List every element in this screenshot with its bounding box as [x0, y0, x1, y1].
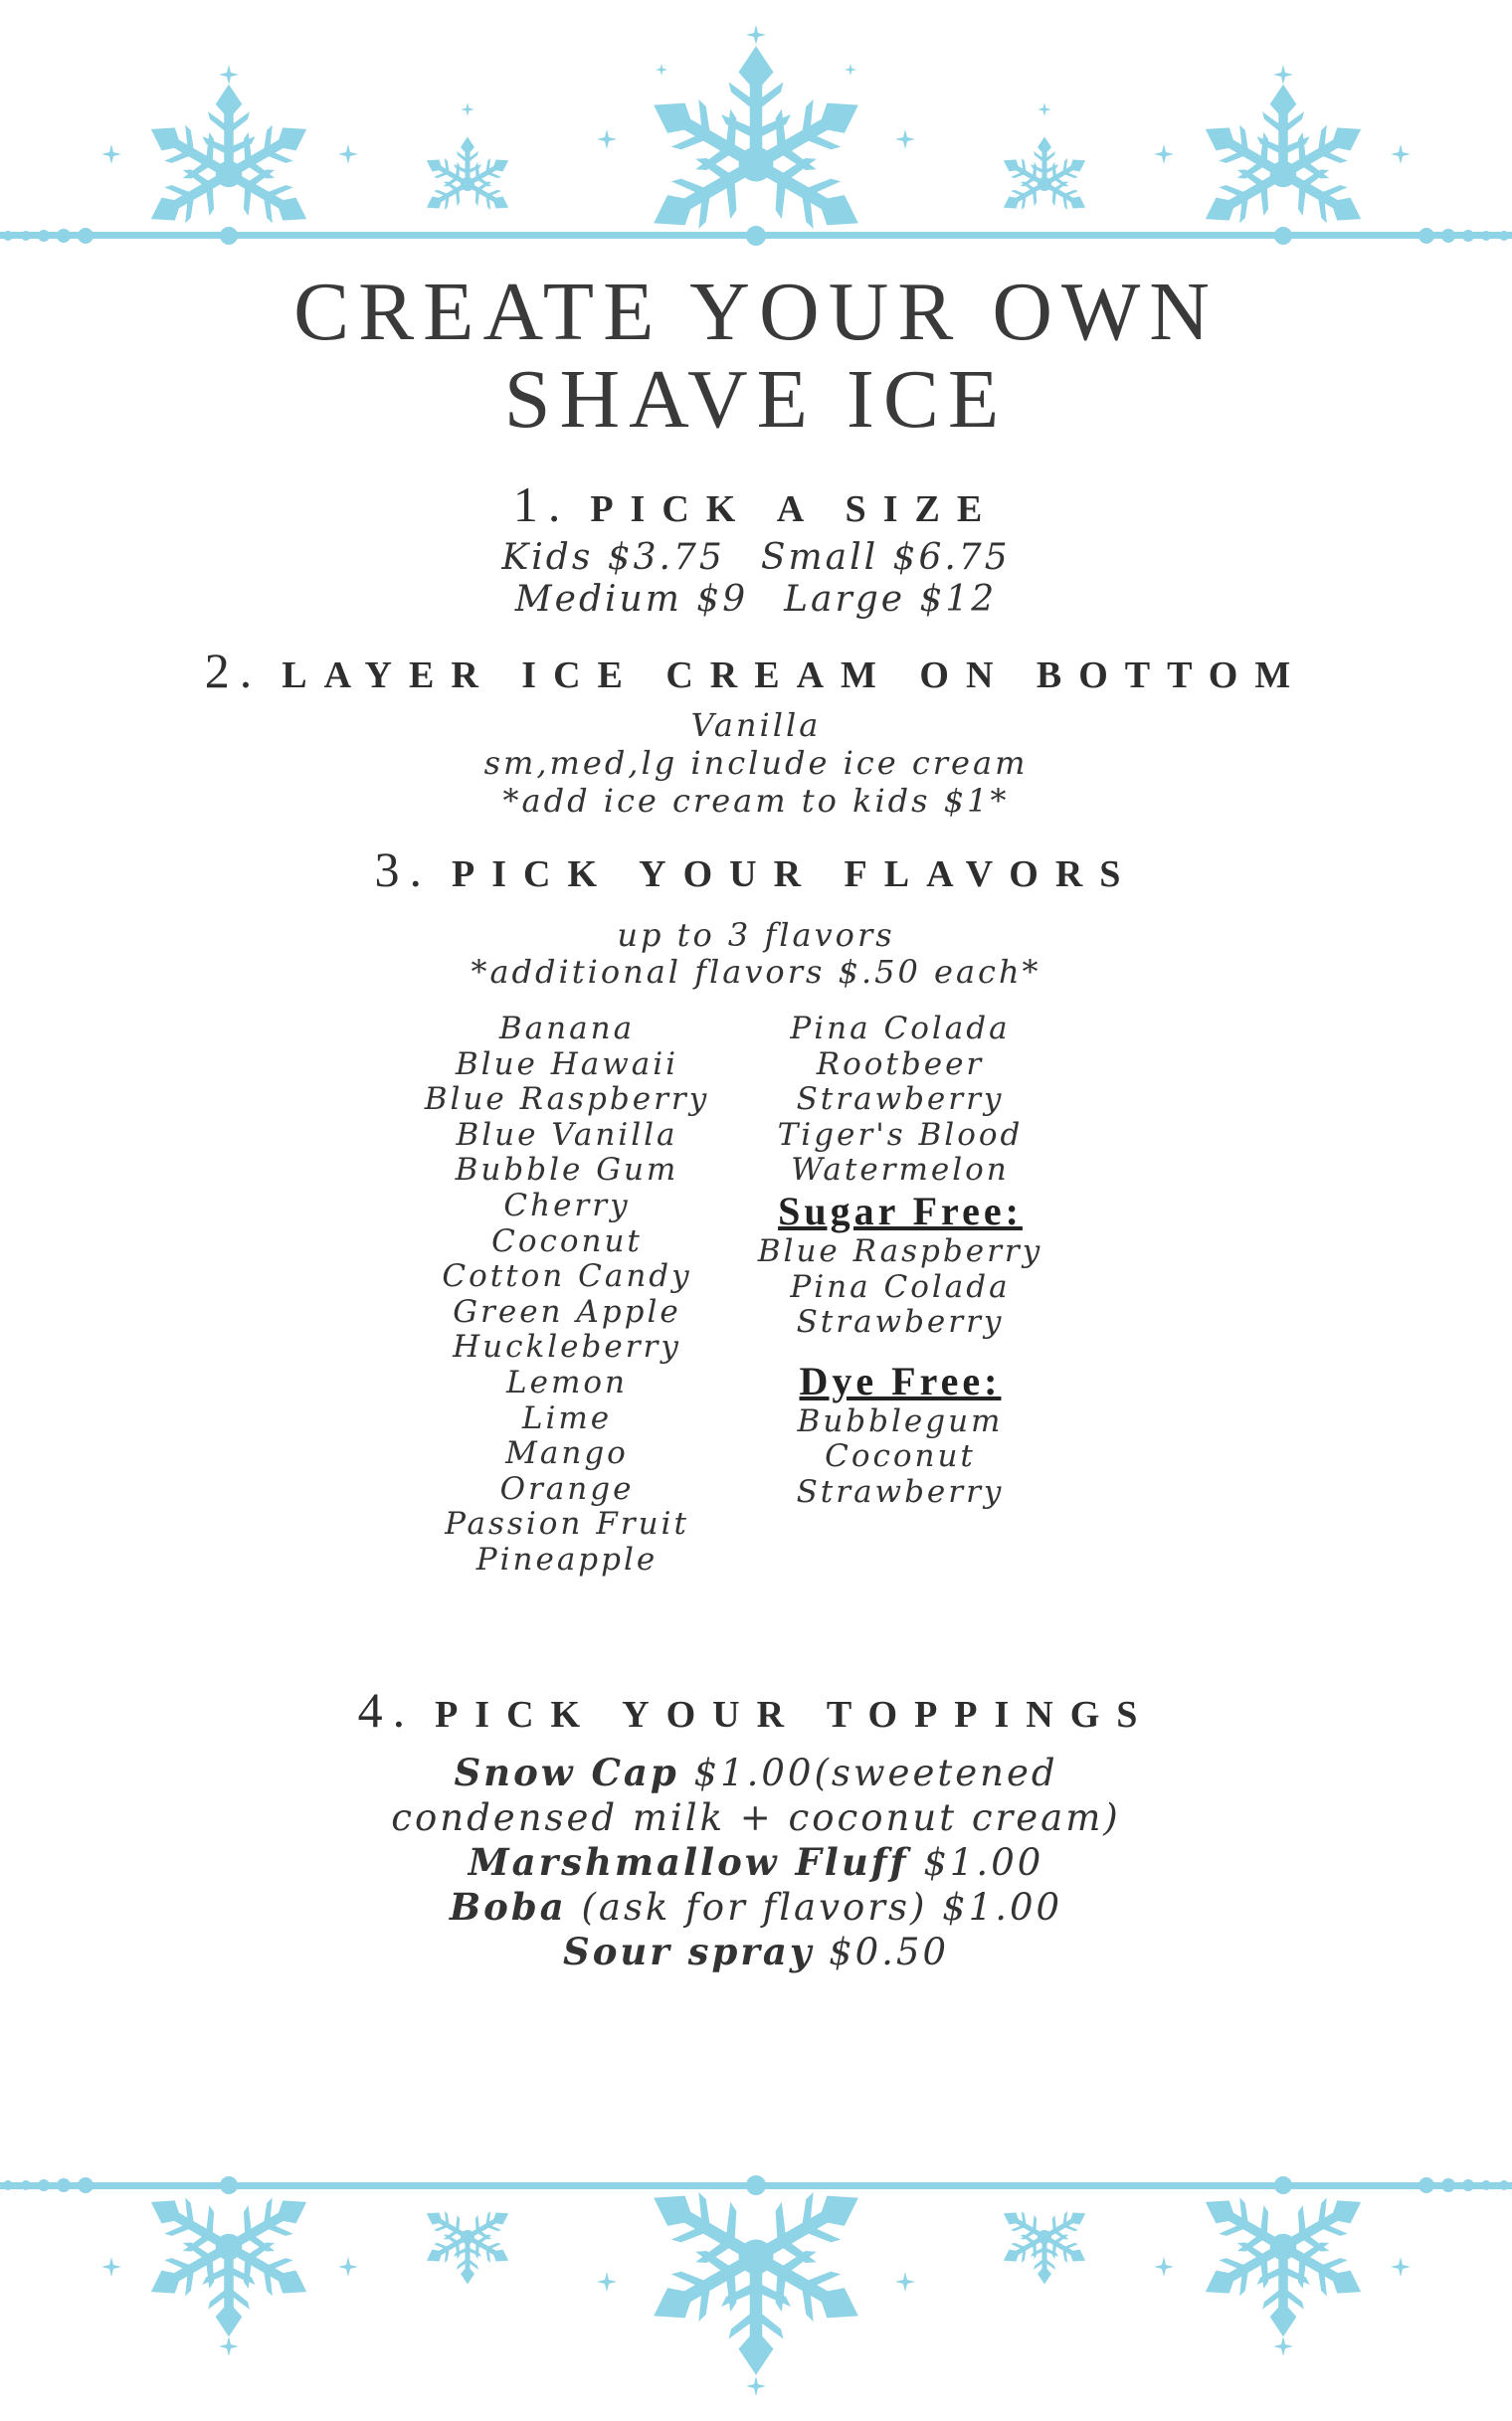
- ice-cream-line: *add ice cream to kids $1*: [502, 782, 1010, 820]
- topping-name: Snow Cap: [454, 1751, 679, 1794]
- flavor-list-right: [726, 1012, 1074, 1511]
- topping-item: [0, 1751, 1512, 1795]
- flavor-item: Tiger's Blood: [777, 1116, 1024, 1153]
- flavor-item: Coconut: [491, 1222, 643, 1259]
- flavor-item: Orange: [499, 1470, 635, 1507]
- sugar-free-item: Pina Colada: [790, 1268, 1011, 1305]
- size-large: Large $12: [784, 579, 998, 620]
- sugar-free-heading: Sugar Free:: [778, 1188, 1023, 1233]
- topping-name: Sour spray: [562, 1930, 815, 1973]
- size-row: [0, 579, 1512, 621]
- flavor-intro-line: *additional flavors $.50 each*: [471, 953, 1041, 991]
- dye-free-item: Bubblegum: [797, 1402, 1004, 1439]
- flavor-intro: [0, 917, 1512, 991]
- sugar-free-item: Strawberry: [796, 1304, 1005, 1341]
- flavor-item: Strawberry: [796, 1081, 1005, 1118]
- flavor-item: Cherry: [503, 1187, 631, 1223]
- topping-detail: $1.00: [908, 1841, 1044, 1884]
- topping-name: Marshmallow Fluff: [468, 1840, 909, 1884]
- flavor-item: Cotton Candy: [442, 1258, 692, 1295]
- ice-cream-line: Vanilla: [690, 706, 822, 744]
- flavor-item: Huckleberry: [453, 1329, 681, 1366]
- step-1-heading: [0, 475, 1512, 533]
- flavor-item: Mango: [505, 1435, 629, 1472]
- size-options: [0, 537, 1512, 621]
- flavor-item: Passion Fruit: [445, 1506, 689, 1543]
- step-label: PICK YOUR FLAVORS: [452, 853, 1138, 895]
- size-medium: Medium $9: [514, 579, 749, 620]
- sugar-free-item: Blue Raspberry: [757, 1232, 1043, 1269]
- step-label: LAYER ICE CREAM ON BOTTOM: [282, 654, 1308, 696]
- flavor-item: Lemon: [506, 1364, 628, 1400]
- flavor-intro-line: up to 3 flavors: [617, 916, 895, 954]
- topping-item: [0, 1840, 1512, 1885]
- flavor-item: Pineapple: [475, 1541, 659, 1578]
- topping-item: [0, 1795, 1512, 1840]
- step-number: 3.: [374, 841, 433, 897]
- topping-detail: $0.50: [814, 1931, 950, 1973]
- flavor-item: Watermelon: [791, 1152, 1010, 1189]
- flavor-item: Green Apple: [453, 1293, 681, 1330]
- snowflake-border-bottom: [0, 2162, 1512, 2421]
- snowflake-border-top: [0, 0, 1512, 259]
- step-4-heading: [0, 1681, 1512, 1739]
- step-3-heading: [0, 840, 1512, 898]
- ice-cream-line: sm,med,lg include ice cream: [483, 744, 1029, 782]
- flavor-item: Rootbeer: [816, 1045, 985, 1082]
- ice-cream-info: [0, 706, 1512, 820]
- toppings-list: [0, 1751, 1512, 1974]
- page-title: [0, 266, 1512, 446]
- step-label: PICK YOUR TOPPINGS: [435, 1694, 1155, 1736]
- step-number: 1.: [512, 476, 571, 532]
- size-kids: Kids $3.75: [501, 537, 725, 578]
- topping-detail: $1.00(sweetened: [678, 1752, 1058, 1794]
- step-number: 2.: [204, 643, 263, 698]
- topping-detail: (ask for flavors) $1.00: [566, 1886, 1063, 1929]
- topping-item: [0, 1885, 1512, 1930]
- flavor-list-left: [388, 1012, 746, 1579]
- flavor-item: Lime: [521, 1399, 613, 1436]
- step-label: PICK A SIZE: [590, 488, 1000, 530]
- dye-free-heading: Dye Free:: [799, 1358, 1002, 1403]
- spacer: [726, 1341, 1074, 1359]
- flavor-item: Banana: [498, 1011, 636, 1046]
- dye-free-item: Coconut: [825, 1438, 976, 1475]
- flavor-item: Pina Colada: [790, 1011, 1011, 1046]
- topping-item: [0, 1930, 1512, 1974]
- flavor-item: Blue Hawaii: [455, 1045, 679, 1082]
- step-2-heading: [0, 642, 1512, 699]
- title-line-2: SHAVE ICE: [503, 353, 1009, 446]
- dye-free-item: Strawberry: [796, 1473, 1005, 1510]
- topping-detail: condensed milk + coconut cream): [391, 1796, 1121, 1839]
- topping-name: Boba: [449, 1885, 567, 1929]
- flavor-item: Blue Raspberry: [424, 1081, 710, 1118]
- step-number: 4.: [357, 1682, 416, 1738]
- flavor-item: Blue Vanilla: [456, 1116, 678, 1153]
- flavor-item: Bubble Gum: [455, 1152, 679, 1189]
- title-line-1: CREATE YOUR OWN: [293, 266, 1219, 358]
- size-small: Small $6.75: [760, 537, 1011, 578]
- size-row: [0, 537, 1512, 579]
